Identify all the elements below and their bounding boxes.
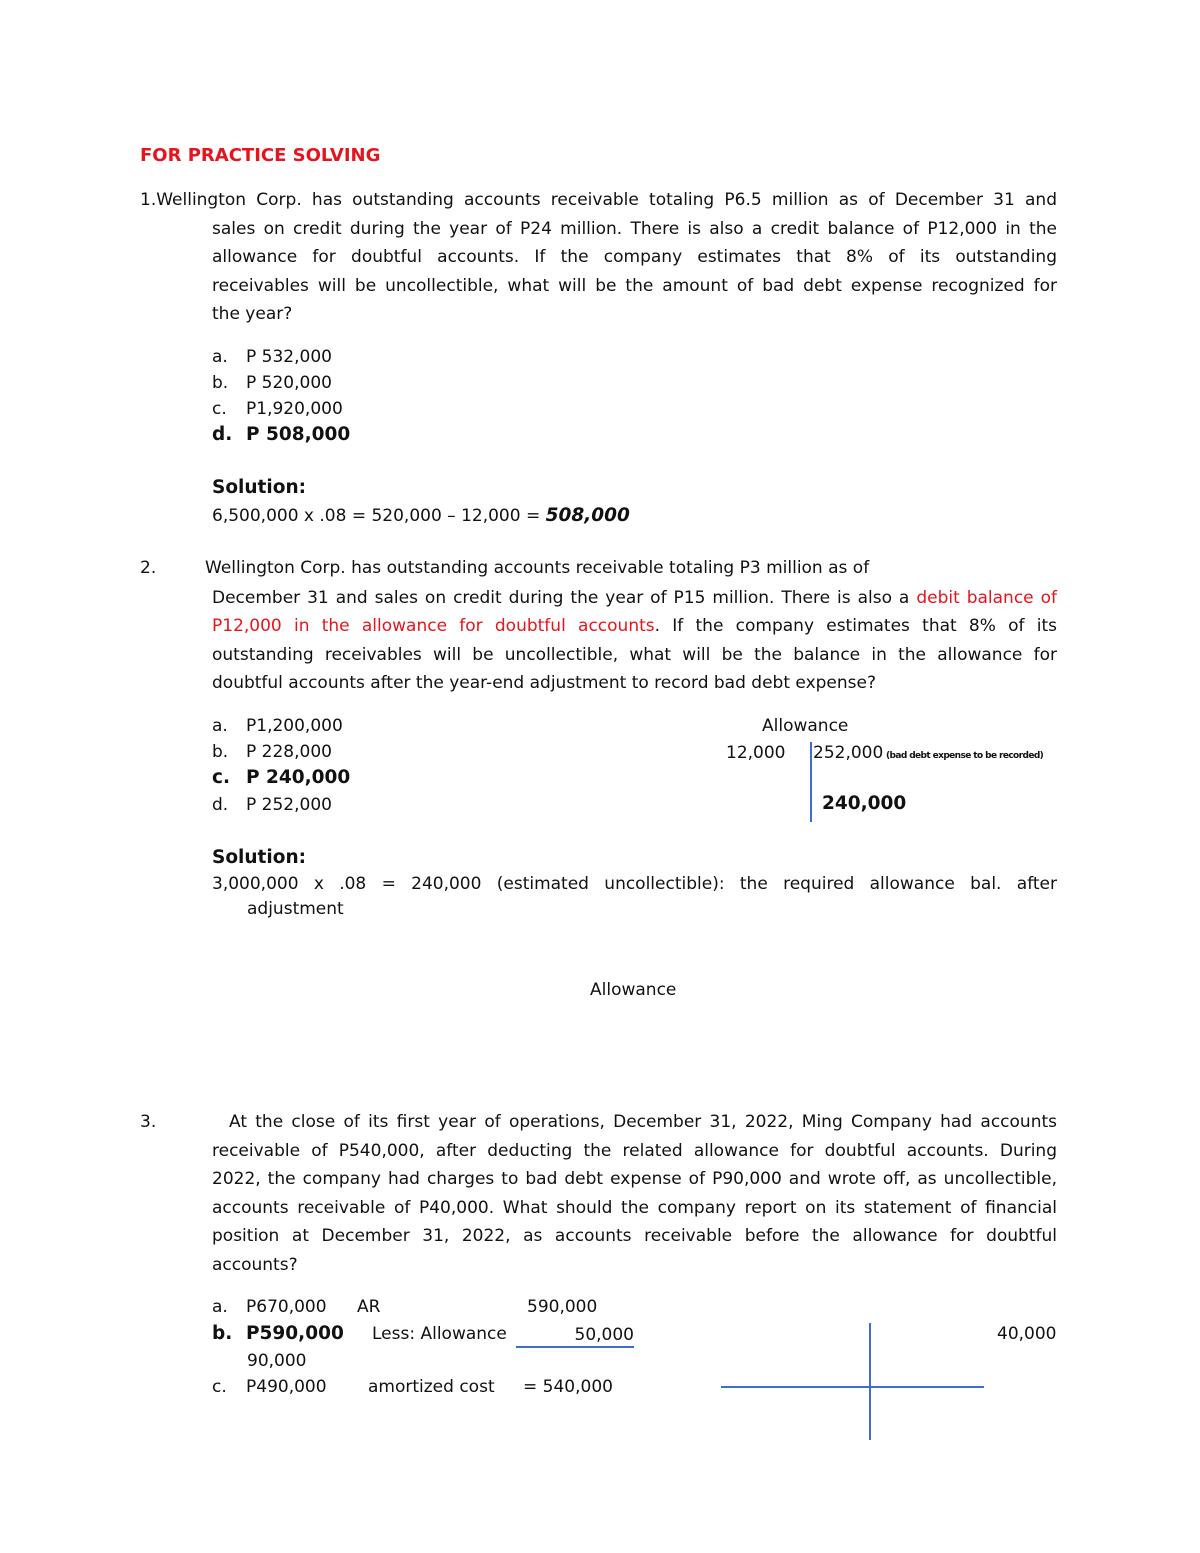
- q3-choice-a: [212, 1297, 327, 1317]
- q2-line-3-text: . If the company estimates that 8% of its: [654, 616, 1058, 636]
- q2-t-account-credit: 252,000: [813, 743, 884, 763]
- q1-solution-text: 6,500,000 x .08 = 520,000 – 12,000 =: [212, 506, 546, 526]
- choice-letter: c.: [212, 399, 227, 419]
- choice-letter: a.: [212, 1297, 228, 1317]
- question-1-continuation: [212, 215, 1057, 329]
- choice-letter: a.: [212, 716, 228, 736]
- q1-choice-c: [212, 399, 343, 419]
- q1-solution: [212, 505, 630, 526]
- q3-less-allowance-value: [516, 1324, 634, 1348]
- q3-t-account-right-value: 40,000: [997, 1324, 1057, 1344]
- q2-line-2: [212, 584, 1057, 613]
- choice-letter: b.: [212, 373, 229, 393]
- q2-number: 2.: [140, 558, 157, 578]
- q3-less-allowance-label: Less: Allowance: [372, 1324, 507, 1344]
- q3-amortized-cost-value: = 540,000: [523, 1377, 613, 1397]
- q3-line-4: accounts receivable of P40,000. What should the company report on its statement of financial: [212, 1197, 1057, 1218]
- q2-solution: [212, 870, 1057, 899]
- q2-line-1: Wellington Corp. has outstanding accounts receivable totaling P3 million as of: [205, 558, 870, 578]
- q3-ar-label: AR: [357, 1297, 381, 1317]
- choice-text: P 228,000: [246, 742, 332, 762]
- choice-letter: b.: [212, 1323, 233, 1344]
- choice-text: P1,200,000: [246, 716, 343, 736]
- q3-t-account-horizontal: [721, 1386, 984, 1388]
- q2-choice-c-answer: [212, 767, 350, 788]
- question-1-text: [140, 186, 1057, 215]
- q2-t-account-balance: 240,000: [822, 793, 907, 814]
- q3-number: 3.: [140, 1112, 157, 1132]
- q3-less-allowance-amount: 50,000: [574, 1325, 634, 1345]
- q2-solution-line-2: adjustment: [247, 899, 344, 919]
- q1-line-2: sales on credit during the year of P24 million. There is also a credit balance of P12,000 in the: [212, 218, 1057, 239]
- choice-text: P 520,000: [246, 373, 332, 393]
- choice-text: P 508,000: [246, 424, 351, 445]
- q2-t-account-debit: 12,000: [726, 743, 786, 763]
- q2-line-2-text: December 31 and sales on credit during the year of P15 million. There is also a: [212, 587, 917, 608]
- choice-letter: d.: [212, 795, 229, 815]
- q2-allowance-label: Allowance: [590, 980, 677, 1000]
- q1-line-5: the year?: [212, 304, 293, 324]
- q2-choice-a: [212, 716, 343, 736]
- choice-text: P590,000: [246, 1323, 344, 1344]
- q2-choice-b: [212, 742, 332, 762]
- q2-choice-d: [212, 795, 332, 815]
- q1-solution-answer: 508,000: [545, 505, 630, 526]
- choice-letter: a.: [212, 347, 228, 367]
- q2-line-4: outstanding receivables will be uncollectible, what will be the balance in the allowance for: [212, 644, 1057, 665]
- q3-extra-value: 90,000: [247, 1351, 307, 1371]
- q3-t-account-vertical: [869, 1323, 871, 1440]
- choice-text: P670,000: [246, 1297, 327, 1317]
- q1-line-1: 1.Wellington Corp. has outstanding accounts receivable totaling P6.5 million as of December 31 and: [140, 190, 1057, 210]
- choice-text: P1,920,000: [246, 399, 343, 419]
- q1-choice-a: [212, 347, 332, 367]
- page-title: FOR PRACTICE SOLVING: [140, 145, 381, 166]
- question-3-first: [229, 1108, 1057, 1137]
- question-3-text: [212, 1137, 1057, 1280]
- q1-line-3: allowance for doubtful accounts. If the company estimates that 8% of its outstanding: [212, 247, 1057, 267]
- q1-choice-d-answer: [212, 424, 350, 445]
- q2-t-account-divider: [810, 742, 812, 822]
- q2-line-3: [212, 612, 1057, 641]
- q2-highlight-debit: debit balance of: [916, 587, 1057, 608]
- q2-t-account-note: (bad debt expense to be recorded): [886, 751, 1044, 761]
- choice-text: P 240,000: [246, 767, 351, 788]
- q1-line-4: receivables will be uncollectible, what will be the amount of bad debt expense recognized for: [212, 275, 1057, 296]
- q1-choice-b: [212, 373, 332, 393]
- q3-choice-c: [212, 1377, 327, 1397]
- q3-line-6: accounts?: [212, 1254, 298, 1275]
- q1-solution-label: Solution:: [212, 477, 307, 498]
- q3-choice-b-answer: [212, 1323, 344, 1344]
- q2-highlight-allowance: P12,000 in the allowance for doubtful accounts: [212, 616, 655, 636]
- question-2-text: [212, 584, 1057, 698]
- q3-line-1: At the close of its first year of operations, December 31, 2022, Ming Company had accounts: [229, 1112, 1057, 1132]
- choice-text: P 532,000: [246, 347, 332, 367]
- q2-t-account-title: Allowance: [762, 716, 849, 736]
- q3-line-5: position at December 31, 2022, as accounts receivable before the allowance for doubtful: [212, 1226, 1057, 1246]
- q3-ar-value: 590,000: [527, 1297, 598, 1317]
- choice-text: P490,000: [246, 1377, 327, 1397]
- q2-solution-label: Solution:: [212, 847, 307, 868]
- choice-letter: d.: [212, 424, 233, 445]
- choice-letter: c.: [212, 1377, 227, 1397]
- q3-line-2: receivable of P540,000, after deducting the related allowance for doubtful accounts. During: [212, 1140, 1057, 1161]
- choice-letter: c.: [212, 767, 230, 788]
- q3-line-3: 2022, the company had charges to bad debt expense of P90,000 and wrote off, as uncollectible,: [212, 1169, 1057, 1189]
- choice-letter: b.: [212, 742, 229, 762]
- q2-line-5: doubtful accounts after the year-end adjustment to record bad debt expense?: [212, 673, 876, 693]
- q2-solution-line-1: 3,000,000 x .08 = 240,000 (estimated uncollectible): the required allowance bal. after: [212, 874, 1057, 894]
- q3-amortized-cost-label: amortized cost: [368, 1377, 495, 1397]
- choice-text: P 252,000: [246, 795, 332, 815]
